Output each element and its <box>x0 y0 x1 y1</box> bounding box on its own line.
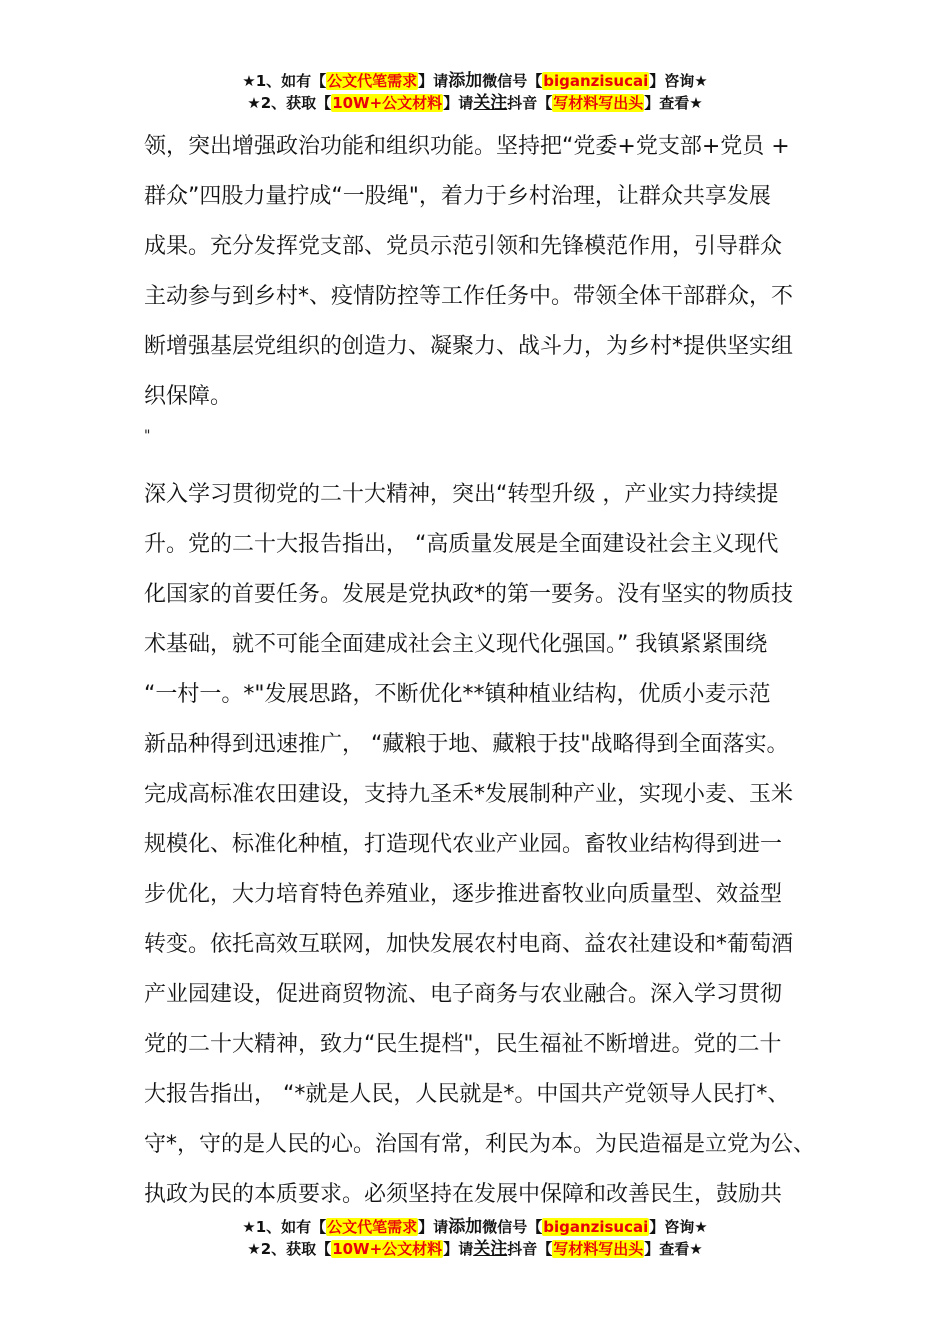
text-line: 领，突出增强政治功能和组织功能。坚持把“党委+党支部+党员 + <box>144 134 790 159</box>
banner-line-1 <box>0 70 950 92</box>
text-line: 化国家的首要任务。发展是党执政*的第一要务。没有坚实的物质技 <box>144 582 794 607</box>
text-line: 转变。依托高效互联网，加快发展农村电商、益农社建设和*葡萄酒 <box>144 932 794 957</box>
text-line: 规模化、标准化种植，打造现代农业产业园。畜牧业结构得到进一 <box>144 832 783 857</box>
banner-highlight: biganzisucai <box>543 1218 649 1236</box>
text-line: 深入学习贯彻党的二十大精神，突出“转型升级 ，产业实力持续提 <box>144 482 779 507</box>
banner-text: 】请 <box>443 1240 474 1258</box>
banner-text: ★1、如有【 <box>242 72 327 90</box>
banner-text: 】查看★ <box>644 1240 703 1258</box>
banner-line-1 <box>0 1216 950 1238</box>
header-banner <box>0 70 950 114</box>
stray-quote-mark: " <box>144 428 151 444</box>
banner-text: 抖音【 <box>507 1240 553 1258</box>
banner-emphasis: 关注 <box>473 1239 508 1259</box>
banner-highlight: 写材料写出头 <box>553 94 644 112</box>
text-line: 产业园建设，促进商贸物流、电子商务与农业融合。深入学习贯彻 <box>144 982 783 1007</box>
banner-text: ★2、获取【 <box>247 94 332 112</box>
banner-highlight: 写材料写出头 <box>553 1240 644 1258</box>
banner-text: 】请 <box>418 1218 449 1236</box>
banner-line-2 <box>0 1238 950 1260</box>
banner-text: 微信号【 <box>482 1218 543 1236</box>
text-line: 大报告指出， “*就是人民，人民就是*。中国共产党领导人民打*、 <box>144 1082 790 1107</box>
text-line: 升。党的二十大报告指出， “高质量发展是全面建设社会主义现代 <box>144 532 779 557</box>
banner-text: 】查看★ <box>644 94 703 112</box>
banner-text: 微信号【 <box>482 72 543 90</box>
banner-text: 】咨询★ <box>649 1218 708 1236</box>
text-line: 术基础，就不可能全面建成社会主义现代化强国。” 我镇紧紧围绕 <box>144 632 768 657</box>
text-line: 新品种得到迅速推广， “藏粮于地、藏粮于技"战略得到全面落实。 <box>144 732 789 757</box>
banner-line-2 <box>0 92 950 114</box>
banner-highlight: biganzisucai <box>543 72 649 90</box>
banner-highlight: 10W+公文材料 <box>332 1240 443 1258</box>
paragraph-1 <box>144 122 814 422</box>
banner-text: 抖音【 <box>507 94 553 112</box>
footer-banner <box>0 1216 950 1260</box>
text-line: 成果。充分发挥党支部、党员示范引领和先锋模范作用，引导群众 <box>144 234 783 259</box>
text-line: 守*，守的是人民的心。治国有常，利民为本。为民造福是立党为公、 <box>144 1132 816 1157</box>
text-line: 织保障。 <box>144 384 233 409</box>
banner-highlight: 公文代笔需求 <box>327 1218 418 1236</box>
text-line: 党的二十大精神，致力“民生提档"，民生福祉不断增进。党的二十 <box>144 1032 782 1057</box>
text-line: 群众”四股力量拧成“一股绳"，着力于乡村治理，让群众共享发展 <box>144 184 771 209</box>
banner-emphasis: 添加 <box>448 1217 483 1237</box>
banner-text: ★1、如有【 <box>242 1218 327 1236</box>
banner-text: 】请 <box>418 72 449 90</box>
text-line: 断增强基层党组织的创造力、凝聚力、战斗力，为乡村*提供坚实组 <box>144 334 794 359</box>
banner-highlight: 公文代笔需求 <box>327 72 418 90</box>
banner-text: 】请 <box>443 94 474 112</box>
text-line: 执政为民的本质要求。必须坚持在发展中保障和改善民生，鼓励共 <box>144 1182 783 1207</box>
paragraph-2 <box>144 470 814 1220</box>
banner-highlight: 10W+公文材料 <box>332 94 443 112</box>
text-line: 完成高标准农田建设，支持九圣禾*发展制种产业，实现小麦、玉米 <box>144 782 794 807</box>
banner-text: 】咨询★ <box>649 72 708 90</box>
banner-emphasis: 添加 <box>448 71 483 91</box>
text-line: 步优化，大力培育特色养殖业，逐步推进畜牧业向质量型、效益型 <box>144 882 783 907</box>
text-line: 主动参与到乡村*、疫情防控等工作任务中。带领全体干部群众，不 <box>144 284 794 309</box>
banner-text: ★2、获取【 <box>247 1240 332 1258</box>
text-line: “一村一。*"发展思路，不断优化**镇种植业结构，优质小麦示范 <box>144 682 771 707</box>
banner-emphasis: 关注 <box>473 93 508 113</box>
